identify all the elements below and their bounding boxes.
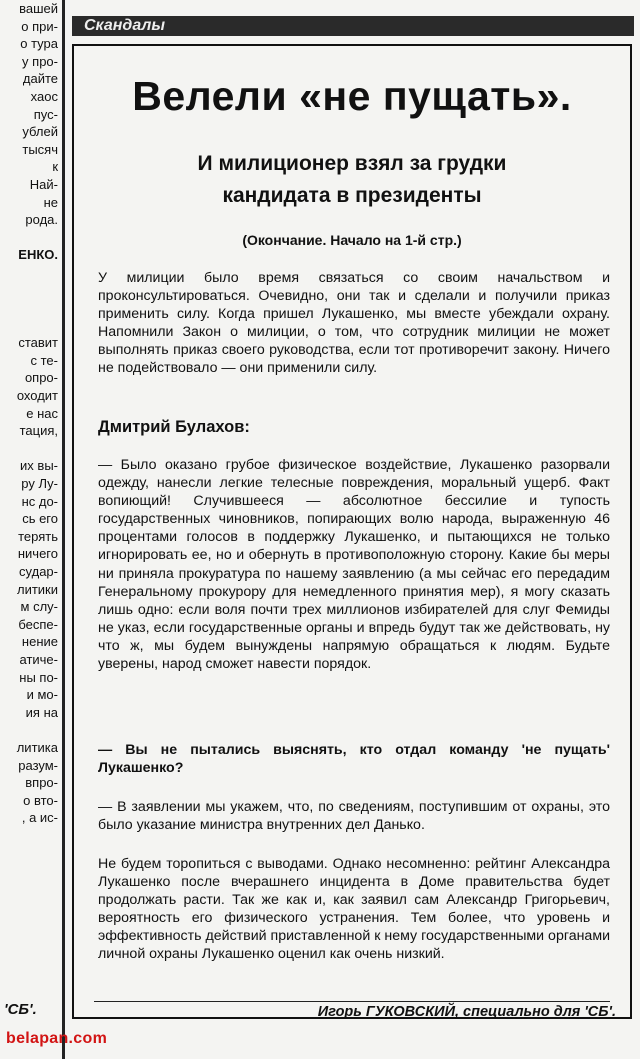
adjacent-column-line: их вы- (20, 458, 58, 474)
adjacent-column-line: литика (16, 739, 58, 755)
adjacent-column-line: ЕНКО. (18, 247, 58, 263)
adjacent-column-line: с те- (30, 352, 58, 368)
subheadline (74, 148, 630, 212)
adjacent-column-line: е нас (26, 405, 58, 421)
byline: Игорь ГУКОВСКИЙ, специально для 'СБ'. (317, 1004, 616, 1020)
interview-question: — Вы не пытались выяснять, кто отдал команду 'не пущать' Лукашенко? (98, 742, 610, 777)
adjacent-column-line: опро- (24, 370, 58, 386)
adjacent-column-line: рода. (25, 212, 58, 228)
headline: Велели «не пущать». (132, 73, 572, 119)
adjacent-column-line: хаос (30, 88, 58, 104)
subheadline-line-1: И милиционер взял за грудки (197, 152, 507, 175)
continuation-note: (Окончание. Начало на 1-й стр.) (242, 232, 462, 248)
adjacent-column-line: ничего (17, 546, 58, 562)
adjacent-column-line: и мо- (26, 687, 58, 703)
adjacent-column-line (0, 282, 62, 300)
adjacent-column-line (0, 440, 62, 458)
adjacent-column-line: атиче- (19, 651, 58, 667)
speaker-name: Дмитрий Булахов: (98, 418, 250, 436)
adjacent-column-line (0, 721, 62, 739)
adjacent-column-line: терять (18, 528, 58, 544)
adjacent-column-line: у про- (22, 53, 58, 69)
byline-divider (94, 1001, 610, 1002)
adjacent-column-line: нение (21, 634, 58, 650)
adjacent-column-line (0, 264, 62, 282)
adjacent-column-line: ны по- (19, 669, 58, 685)
adjacent-column-line (0, 229, 62, 247)
paragraph-4: Не будем торопиться с выводами. Однако несомненно: рейтинг Александра Лукашенко после вчерашнего инцидента в Доме правительства будет продолжать расти. Так же как и, как заявил сам Александр Григорьевич, вероятность его физического устранения. Тем более, что уровень и эффективность действий приставленной к нему государственными органами личной охраны Лукашенко оценил как очень низкий. (98, 856, 610, 963)
adjacent-column-line: тысяч (22, 141, 58, 157)
adjacent-column-line (0, 317, 62, 335)
adjacent-column-line: впро- (25, 775, 58, 791)
adjacent-column-line: о вто- (23, 792, 58, 808)
adjacent-column-line: ру Лу- (21, 476, 58, 492)
adjacent-column-line: о тура (20, 36, 58, 52)
section-rubric: Скандалы (72, 16, 634, 36)
adjacent-column-line (0, 299, 62, 317)
adjacent-column (0, 0, 65, 1059)
paragraph-3: — В заявлении мы укажем, что, по сведениям, поступившим от охраны, это было указание министра внутренних дел Данько. (98, 799, 610, 834)
adjacent-column-line: Най- (29, 176, 58, 192)
adjacent-column-line: литики (16, 581, 58, 597)
article-box (72, 44, 632, 1019)
adjacent-column-line: судар- (19, 564, 58, 579)
adjacent-column-line: разум- (18, 757, 58, 773)
adjacent-column-line: ставит (18, 335, 58, 351)
adjacent-column-line: оходит (16, 388, 58, 404)
adjacent-column-line: беспе- (18, 616, 58, 632)
paragraph-2: — Было оказано грубое физическое воздействие, Лукашенко разорвали одежду, нанесли легкие телесные повреждения, моральный ущерб. Факт вопиющий! Случившееся — абсолютное бессилие и тупость государственных чиновников, попирающих волю народа, выраженную 46 процентами голосов в поддержку Лукашенко, и пытающихся не только игнорировать ее, но и обернуть в противоположную сторону. Какие бы меры ни приняла прокуратура по нашему заявлению (а мы сейчас его передадим Генеральному прокурору для немедленного принятия мер), я могу сказать лишь одно: если воля почти трех миллионов избирателей для слуг Фемиды не указ, если государственные органы и впредь будут так же действовать, ну что ж, мы будем вынуждены напрямую обращаться к людям. Будьте уверены, народ сможет навести порядок. (98, 457, 610, 673)
adjacent-column-line: ия на (25, 704, 58, 720)
adjacent-column-line: пус- (33, 106, 58, 122)
adjacent-column-line: нс до- (21, 493, 58, 509)
adjacent-column-line: вашей (19, 1, 58, 16)
subheadline-line-2: кандидата в президенты (222, 184, 482, 207)
adjacent-column-line: , а ис- (21, 810, 58, 826)
paragraph-1: У милиции было время связаться со своим начальством и проконсультироваться. Очевидно, они так и сделали и получили приказ применить силу. Когда пришел Лукашенко, мы вместе убеждали охрану. Напомнили Закон о милиции, о том, что сотрудник милиции не может выполнять приказ своего руководства, если тот противоречит закону. Ничего не подействовало — они применили силу. (98, 270, 610, 377)
adjacent-column-line: ублей (22, 124, 58, 140)
adjacent-column-line: тация, (19, 423, 58, 439)
adjacent-column-line: дайте (22, 71, 58, 87)
adjacent-column-line: м слу- (20, 599, 58, 615)
watermark: belapan.com (6, 1030, 108, 1047)
adjacent-column-line: к (52, 159, 58, 175)
adjacent-column-line: о при- (21, 18, 58, 34)
adjacent-column-footer: 'СБ'. (4, 1001, 37, 1019)
adjacent-column-line: не (43, 194, 58, 210)
adjacent-column-line: сь его (22, 511, 58, 527)
